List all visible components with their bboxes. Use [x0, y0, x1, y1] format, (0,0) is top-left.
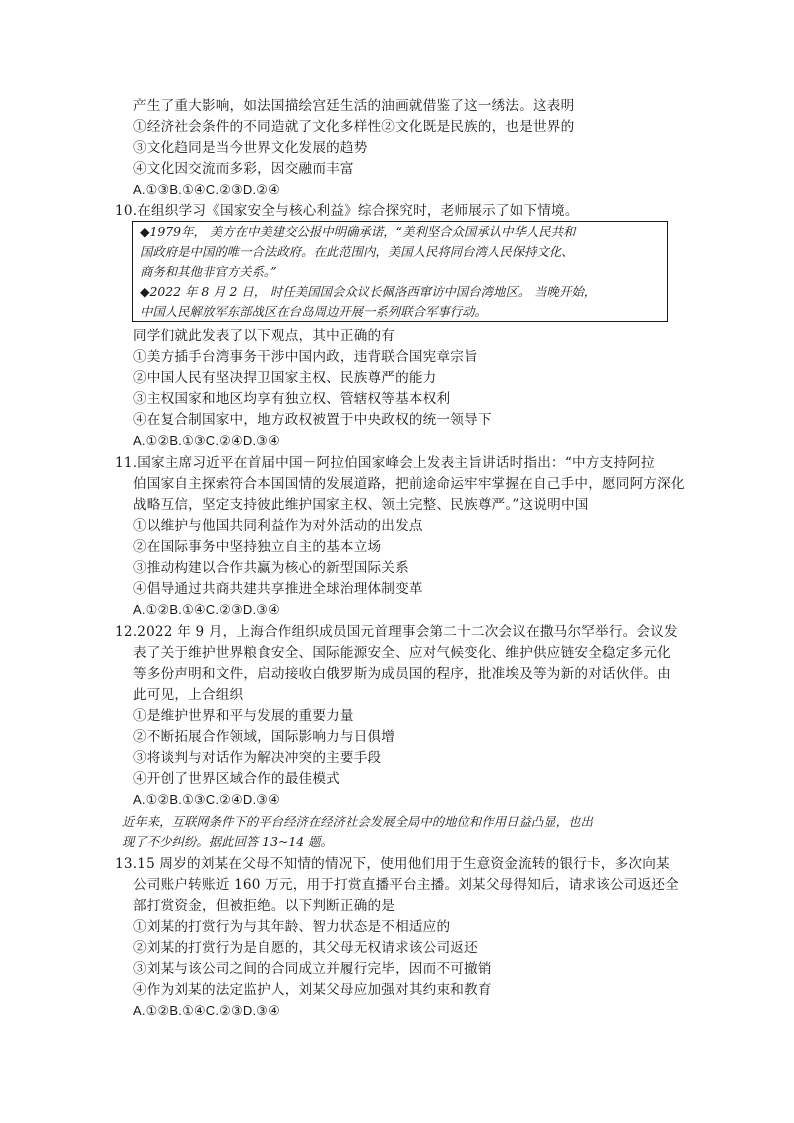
- q10-box-line-2: 国政府是中国的唯一合法政府。在此范围内，美国人民将同台湾人民保持文化、: [140, 244, 574, 259]
- q10-box-line-5: 中国人民解放军东部战区在台岛周边开展一系列联合军事行动。: [140, 304, 487, 319]
- q12-options: A.①②B.①③C.②④D.③④: [133, 792, 280, 807]
- material-line-2: 现了不少纠纷。据此回答 13~14 题。: [122, 834, 333, 849]
- q12-stem-line-4: 此可见，上合组织: [133, 687, 244, 703]
- q9-choice-1-2: ①经济社会条件的不同造就了文化多样性②文化既是民族的，也是世界的: [133, 119, 575, 135]
- q10-options: A.①②B.①③C.②④D.③④: [133, 433, 280, 448]
- q13-choice-2: ②刘某的打赏行为是自愿的，其父母无权请求该公司返还: [133, 940, 478, 956]
- q11-choice-3: ③推动构建以合作共赢为核心的新型国际关系: [133, 560, 409, 576]
- q13-choice-3: ③刘某与该公司之间的合同成立并履行完毕，因而不可撤销: [133, 961, 492, 977]
- q12-choice-2: ②不断拓展合作领域，国际影响力与日俱增: [133, 729, 396, 745]
- q11-choice-2: ②在国际事务中坚持独立自主的基本立场: [133, 539, 382, 555]
- q10-box-line-1: ◆1979年， 美方在中美建交公报中明确承诺，“美利坚合众国承认中华人民共和: [140, 224, 576, 239]
- q11-choice-1: ①以维护与他国共同利益作为对外活动的出发点: [133, 518, 423, 534]
- q12-choice-3: ③将谈判与对话作为解决冲突的主要手段: [133, 750, 382, 766]
- q9-choice-3: ③文化趋同是当今世界文化发展的趋势: [133, 140, 368, 156]
- q10-choice-4: ④在复合制国家中，地方政权被置于中央政权的统一领导下: [133, 412, 492, 428]
- q10-stem: 10.在组织学习《国家安全与核心利益》综合探究时，老师展示了如下情境。: [115, 203, 579, 219]
- q11-stem-line-2: 伯国家自主探索符合本国国情的发展道路，把前途命运牢牢掌握在自己手中，愿同阿方深化: [133, 476, 685, 492]
- q13-stem-line-3: 部打赏资金，但被拒绝。以下判断正确的是: [133, 898, 396, 914]
- q12-choice-4: ④开创了世界区域合作的最佳模式: [133, 771, 340, 787]
- q9-stem-line: 产生了重大影响，如法国描绘宫廷生活的油画就借鉴了这一绣法。这表明: [133, 98, 575, 114]
- q11-stem-line-3: 战略互信，坚定支持彼此维护国家主权、领土完整、民族尊严。”这说明中国: [133, 497, 589, 513]
- material-line-1: 近年来，互联网条件下的平台经济在经济社会发展全局中的地位和作用日益凸显，也出: [122, 814, 593, 829]
- q12-stem-line-2: 表了关于维护世界粮食安全、国际能源安全、应对气候变化、维护供应链安全稳定多元化: [133, 645, 671, 661]
- q9-choice-4: ④文化因交流而多彩，因交融而丰富: [133, 161, 354, 177]
- q12-stem-line-3: 等多份声明和文件，启动接收白俄罗斯为成员国的程序，批准埃及等为新的对话伙伴。由: [133, 666, 671, 682]
- q10-choice-1: ①美方插手台湾事务干涉中国内政，违背联合国宪章宗旨: [133, 349, 478, 365]
- q9-options: A.①③B.①④C.②③D.②④: [133, 182, 280, 197]
- q10-lead: 同学们就此发表了以下观点，其中正确的有: [133, 328, 396, 344]
- q11-options: A.①②B.①④C.②③D.③④: [133, 602, 280, 617]
- q13-options: A.①②B.①④C.②③D.③④: [133, 1003, 280, 1018]
- q13-choice-1: ①刘某的打赏行为与其年龄、智力状态是不相适应的: [133, 919, 451, 935]
- q13-stem-line-1: 13.15 周岁的刘某在父母不知情的情况下，使用他们用于生意资金流转的银行卡，多次向某: [115, 856, 670, 872]
- q13-stem-line-2: 公司账户转账近 160 万元，用于打赏直播平台主播。刘某父母得知后，请求该公司返还全: [133, 877, 679, 893]
- q11-stem-line-1: 11.国家主席习近平在首届中国－阿拉伯国家峰会上发表主旨讲话时指出：“中方支持阿拉: [115, 455, 655, 471]
- q12-stem-line-1: 12.2022 年 9 月，上海合作组织成员国元首理事会第二十二次会议在撒马尔罕举行。会议发: [115, 624, 678, 640]
- q13-choice-4: ④作为刘某的法定监护人，刘某父母应加强对其约束和教育: [133, 982, 492, 998]
- q10-box-line-4: ◆2022 年 8 月 2 日， 时任美国国会众议长佩洛西窜访中国台湾地区。 当晚开始，: [140, 284, 597, 299]
- q10-choice-2: ②中国人民有坚决捍卫国家主权、民族尊严的能力: [133, 370, 437, 386]
- q10-choice-3: ③主权国家和地区均享有独立权、管辖权等基本权利: [133, 391, 451, 407]
- q10-box-line-3: 商务和其他非官方关系。”: [140, 264, 277, 279]
- q12-choice-1: ①是维护世界和平与发展的重要力量: [133, 708, 354, 724]
- q11-choice-4: ④倡导通过共商共建共享推进全球治理体制变革: [133, 581, 423, 597]
